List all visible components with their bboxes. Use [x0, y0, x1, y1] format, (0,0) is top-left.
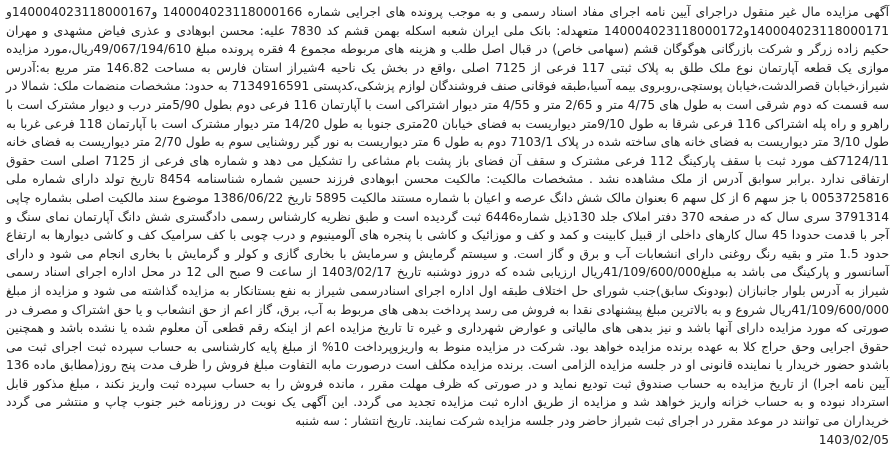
publish-date: 1403/02/05: [818, 432, 889, 447]
auction-notice-body: آگهی مزایده مال غیر منقول دراجرای آیین نامه اجرای مفاد اسناد رسمی و به موجب پرونده های اجرایی شماره 140004023118000166 و140004023118000167و 140004023118000171و140004023118000172 متعهدله: بانک ملی ایران شعبه اسکله بهمن قشم کد 7830 علیه: محسن ابوهادی و عذری فیاض مشهدی و مهران حکیم زاده زرگر و شرکت بازرگانی هوگوگان قشم (سهامی خاص) در قبال اصل طلب و هزینه های مربوطه مجموع 4 فقره پرونده مبلغ 49/067/194/610ریال،مورد مزایده موازی یک قطعه آپارتمان نوع ملک طلق به پلاک ثبتی 117 فرعی از 7125 اصلی ،واقع در بخش یک ناحیه 4شیراز استان فارس به مساحت 146.82 متر مربع به:آدرس شیراز،خیابان قصرالدشت،خیابان پوستچی،روبروی بیمه آسیا،طبقه فوقانی صنف فروشندگان لوازم پزشکی،کدپستی 7134916591 به حدود: مشخصات منضمات ملک: شمالا در سه قسمت که دوم شرقی است به طول های 4/75 متر و 2/65 متر و 4/55 متر دیوار اشتراکی است با آپارتمان 116 فرعی دوم بطول 5/90متر درب و دیوار مشترک است با راهرو و راه پله اشتراکی 116 فرعی شرقا به طول 9/10متر دیواریست به فضای خیابان 20متری جنوبا به طول 14/20 متر دیوار مشترک است با آپارتمان 118 فرعی غربا به طول 3/10 متر دیواریست به فضای خانه های ساخته شده در پلاک 7103/1 دوم به طول 6 متر دیواریست به نور گیر روشنایی سوم به طول 2/70 متر دیواریست به فضای خانه 7124/11کف مورد ثبت با سقف پارکینگ 112 فرعی مشترک و سقف آن فضای باز پشت بام مشاعی را تشکیل می دهد و شماره های فرعی از 7125 اصلی است حقوق ارتفاقی ندارد .برابر سوابق آدرس از ملک مشاهده نشد . مشخصات مالکیت: مالکیت محسن ابوهادی فرزند حسین شماره شناسنامه 8454 تاریخ تولد دارای شماره ملی 0053725816 با جز سهم 6 از کل سهم 6 بعنوان مالک شش دانگ عرصه و اعیان با شماره مستند مالکیت 5895 تاریخ 1386/06/22 موضوع سند مالکیت اصلی بشماره چاپی 3791314 سری سال که در صفحه 370 دفتر املاک جلد 130ذیل شماره6446 ثبت گردیده است و طبق نظریه کارشناس رسمی دادگستری شش دانگ آپارتمان نمای سنگ و آجر با قدمت حدودا 45 سال کارهای داخلی از قبیل کابینت و کمد و کف و موزائیک و کاشی با پنجره های آلومینیوم و درب چوبی با کف سرامیک کف و کاشی دیوارها به ارتفاع حدود 1.5 متر و بقیه رنگ روغنی دارای انشعابات آب و برق و گاز است. و سیستم گرمایش و سرمایش با بخاری گازی و کولر و گرمایش با بخاری انجام می شود و دارای آسانسور و پارکینگ می باشد به مبلغ41/109/600/000ریال ارزیابی شده که دروز دوشنبه تاریخ 1403/02/17 از ساعت 9 صبح الی 12 در محل اداره اجرای اسناد رسمی شیراز به آدرس بلوار جانبازان (بودونک سابق)جنب شورای حل اختلاف طبقه اول اداره اجرای اسنادرسمی شیراز به نفع بستانکار به مزایده گذاشته می شود و مزایده از مبلغ 41/109/600/000ریال شروع و به بالاترین مبلغ پیشنهادی نقدا به فروش می رسد پرداخت بدهی های مربوط به آب، برق، گاز اعم از حق انشعاب و یا حق اشتراک و مصرف در صورتی که مورد مزایده دارای آنها باشد و نیز بدهی های مالیاتی و عوارض شهرداری و غیره تا تاریخ مزایده اعم از اینکه رقم قطعی آن معلوم شده یا نشده باشد و همچنین حقوق اجرایی وحق حراج کلا به عهده برنده مزایده خواهد بود. شرکت در مزایده منوط به واریزوپرداخت 10% از مبلغ پایه کارشناسی به حساب سپرده ثبت اجرای ثبت می باشدو حضور خریدار یا نماینده قانونی او در جلسه مزایده الزامی است. برنده مزایده مکلف است درصورت مابه التفاوت مبلغ فروش را ظرف مدت پنج روز(مطابق ماده 136 آیین نامه اجرا) از تاریخ مزایده به حساب صندوق ثبت تودیع نماید و در صورتی که ظرف مهلت مقرر ، مانده فروش را به حساب سپرده ثبت واریز نکند ، مبلغ مذکور قابل استرداد نبوده و به حساب خزانه واریز خواهد شد و مزایده از طریق اداره ثبت مزایده تجدید می گردد. این آگهی یک نوبت در روزنامه خبر جنوب چاپ و منتشر می گردد خریداران می توانند در موعد مقرر در اجرای ثبت شیراز حاضر ودر جلسه مزایده شرکت نمایند. تاریخ انتشار : سه شنبه: [6, 5, 890, 429]
